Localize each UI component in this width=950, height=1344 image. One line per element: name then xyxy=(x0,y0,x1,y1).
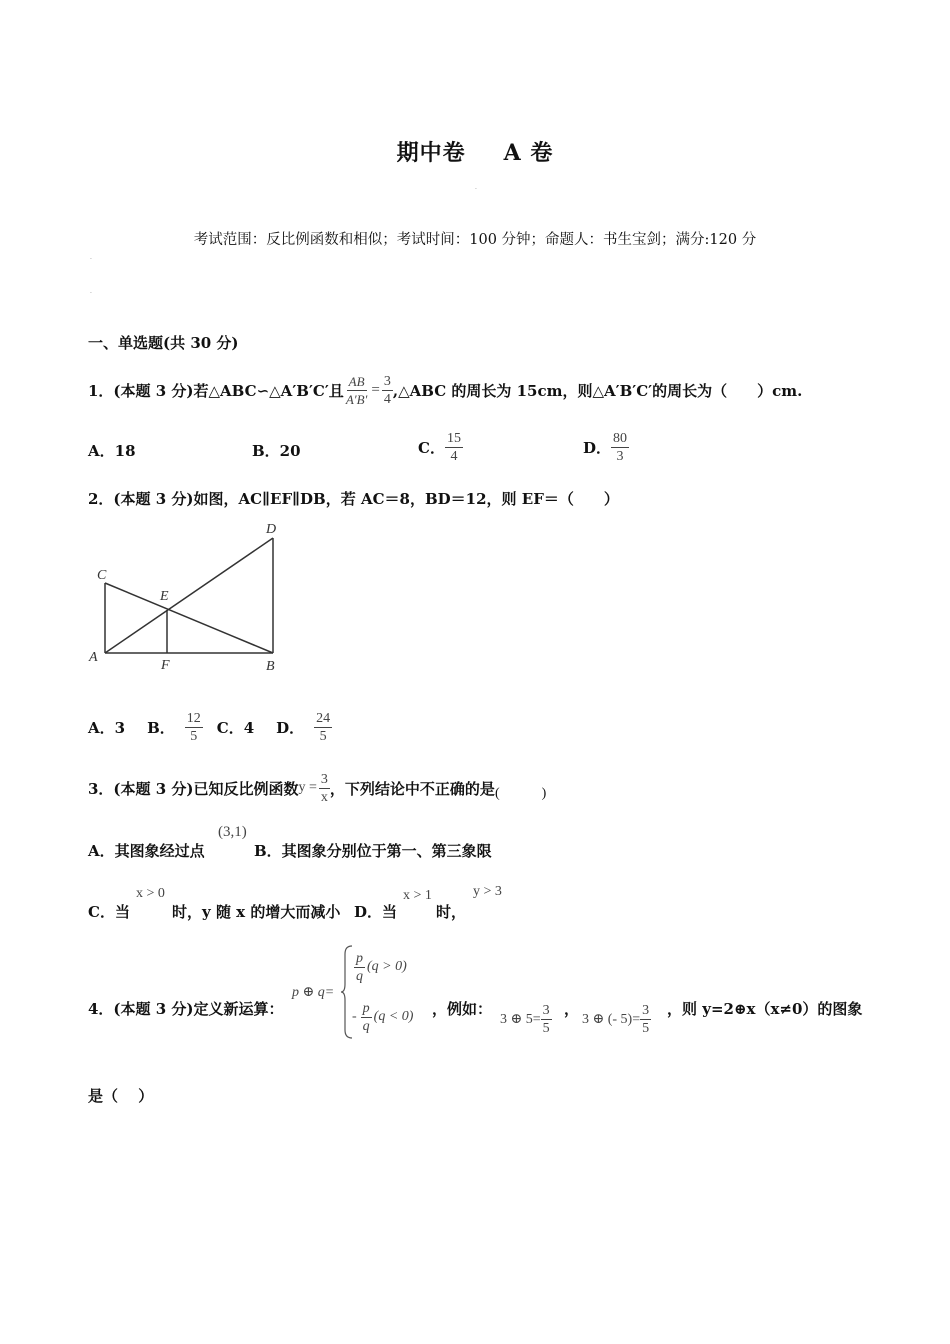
q1-option-d-label: D． xyxy=(583,438,612,457)
q1-value-den: 4 xyxy=(383,391,391,407)
q3-option-c-condition: x > 0 xyxy=(136,886,165,901)
title-part1: 期中卷 xyxy=(396,140,466,166)
q1-suffix: ,△ABC 的周长为 15cm，则△A′B′C′的周长为（ ）cm. xyxy=(392,381,803,400)
label-e: E xyxy=(160,589,169,604)
q4-example2-fraction xyxy=(640,1002,651,1037)
q4-case-1 xyxy=(354,944,407,990)
q3-function-num: 3 xyxy=(320,771,328,787)
q1-ratio-fraction xyxy=(344,373,370,408)
q3-function-fraction xyxy=(319,771,330,806)
q1-prefix: 1．(本题 3 分)若△ABC∽△A′B′C′且 xyxy=(88,381,344,400)
q3-prefix: 3．(本题 3 分)已知反比例函数 xyxy=(88,779,299,798)
q1-option-c xyxy=(418,424,463,470)
q2-option-b-den: 5 xyxy=(190,728,198,744)
question-2: 2．(本题 3 分)如图，AC∥EF∥DB，若 AC＝8，BD＝12，则 EF＝（ ） xyxy=(88,490,619,508)
q1-option-c-num: 15 xyxy=(446,430,461,446)
q4-example-label: ，例如： xyxy=(432,1000,493,1018)
q3-option-c-post: 时，y 随 x 的增大而减小 xyxy=(172,903,341,921)
exam-info: 考试范围：反比例函数和相似；考试时间：100 分钟；命题人：书生宝剑；满分:120 分 xyxy=(193,232,757,248)
q2-figure xyxy=(84,515,294,675)
q4-example2-den: 5 xyxy=(642,1020,650,1036)
q3-function-lhs: y = xyxy=(298,780,317,795)
q1-option-d-fraction xyxy=(611,430,629,465)
q1-ratio-num: AB xyxy=(348,373,365,389)
q2-option-c: C．4 xyxy=(216,718,255,737)
q2-option-d-num: 24 xyxy=(316,710,331,726)
q3-option-d-pre: D．当 xyxy=(354,903,398,921)
q1-option-c-fraction xyxy=(445,430,463,465)
q1-option-d xyxy=(583,424,629,470)
q1-option-c-den: 4 xyxy=(450,448,458,464)
title-part2: A 卷 xyxy=(503,140,554,166)
q4-case-2 xyxy=(352,994,413,1040)
q3-option-c-pre: C．当 xyxy=(88,903,130,921)
q4-prefix: 4．(本题 3 分)定义新运算： xyxy=(88,1000,284,1018)
q1-option-d-num: 80 xyxy=(613,430,628,446)
q1-value-fraction xyxy=(382,373,393,408)
q1-option-d-den: 3 xyxy=(616,448,624,464)
q2-options xyxy=(88,704,332,750)
q4-continuation: 是（ ） xyxy=(88,1087,154,1105)
q4-case2-den: q xyxy=(362,1018,370,1034)
q2-option-d-label: D． xyxy=(276,718,305,737)
segment-cb xyxy=(105,583,273,653)
q4-case2-num: p xyxy=(362,1000,370,1016)
section-heading: 一、单选题(共 30 分) xyxy=(88,334,239,352)
q3-option-d-post: 时， xyxy=(436,903,467,921)
label-c: C xyxy=(97,568,107,583)
q1-ratio-den: A′B′ xyxy=(345,391,368,407)
paragraph-mark: . xyxy=(475,184,477,191)
paragraph-mark: . xyxy=(90,254,92,261)
q4-comma: ， xyxy=(564,1000,580,1018)
q4-case2-condition: (q < 0) xyxy=(373,1009,414,1024)
q4-case2-fraction xyxy=(361,1000,372,1035)
q1-option-c-label: C． xyxy=(418,438,445,457)
q3-function-den: x xyxy=(320,789,328,805)
label-f: F xyxy=(161,658,170,673)
q4-example1-den: 5 xyxy=(542,1020,550,1036)
q4-example-2 xyxy=(582,996,651,1042)
label-a: A xyxy=(89,650,98,665)
q1-option-a: A．18 xyxy=(88,442,136,460)
q4-case1-num: p xyxy=(356,950,363,966)
q1-value-num: 3 xyxy=(383,373,391,389)
question-1 xyxy=(88,366,802,414)
q2-option-b-num: 12 xyxy=(186,710,201,726)
q3-suffix: ，下列结论中不正确的是 xyxy=(329,779,495,798)
q3-point: (3,1) xyxy=(218,824,247,840)
page-title xyxy=(0,136,950,167)
q3-answer-paren: ( ) xyxy=(494,786,547,801)
q2-option-b-label: B． xyxy=(147,718,175,737)
q4-suffix: ，则 y=2⊕x（x≠0）的图象 xyxy=(667,1000,863,1018)
q2-option-a: A．3 xyxy=(88,718,126,737)
q4-example2-lhs: 3 ⊕ (- 5)= xyxy=(582,1011,641,1027)
q4-example2-num: 3 xyxy=(642,1002,650,1018)
q4-case1-den: q xyxy=(356,968,363,984)
q4-example1-fraction xyxy=(541,1002,552,1037)
label-b: B xyxy=(266,659,275,674)
q4-example-1 xyxy=(500,996,552,1042)
q4-example1-lhs: 3 ⊕ 5= xyxy=(500,1011,541,1027)
label-d: D xyxy=(266,522,277,537)
q4-operator-lhs: p ⊕ q= xyxy=(292,985,335,1000)
q1-equals: = xyxy=(371,381,380,398)
q4-case1-fraction xyxy=(354,950,365,985)
q3-option-d-condition: x > 1 xyxy=(403,888,432,903)
q4-example1-num: 3 xyxy=(542,1002,550,1018)
q3-option-d-conclusion: y > 3 xyxy=(473,884,502,899)
q2-option-b-fraction xyxy=(185,710,203,745)
q3-option-b: B．其图象分别位于第一、第三象限 xyxy=(254,842,492,860)
q4-case1-condition: (q > 0) xyxy=(367,959,407,974)
q2-option-d-den: 5 xyxy=(319,728,327,744)
q1-option-b: B．20 xyxy=(252,442,301,460)
q3-option-a: A．其图象经过点 xyxy=(88,842,205,860)
q2-option-d-fraction xyxy=(314,710,332,745)
question-3 xyxy=(88,764,546,812)
paragraph-mark: . xyxy=(90,288,92,295)
q4-case2-sign: - xyxy=(352,1009,357,1024)
segment-ad xyxy=(105,538,273,653)
